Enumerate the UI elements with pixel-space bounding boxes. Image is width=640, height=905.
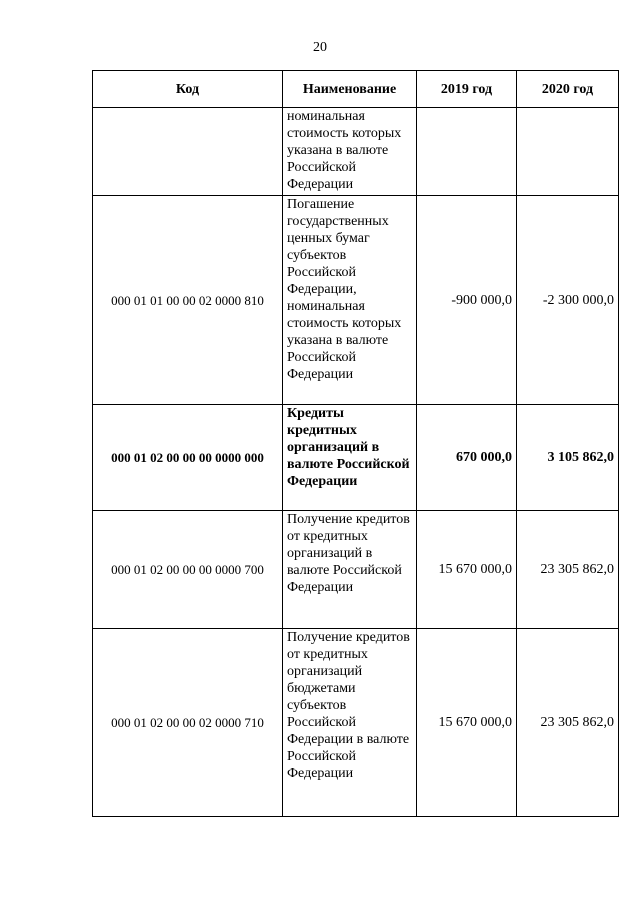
table-row (93, 196, 619, 405)
row-code: 000 01 02 00 00 02 0000 710 (93, 629, 283, 817)
row-name: Получение кредитов от кредитных организаций бюджетами субъектов Российской Федерации в валюте Российской Федерации (283, 629, 417, 817)
table-row (93, 629, 619, 817)
row-code: 000 01 02 00 00 00 0000 000 (93, 405, 283, 511)
row-name: номинальная стоимость которых указана в валюте Российской Федерации (283, 108, 417, 196)
header-code: Код (93, 71, 283, 108)
budget-table (92, 70, 619, 817)
row-2019: -900 000,0 (417, 196, 517, 405)
row-code: 000 01 02 00 00 00 0000 700 (93, 511, 283, 629)
row-name: Погашение государственных ценных бумаг субъектов Российской Федерации, номинальная стоимость которых указана в валюте Российской Федерации (283, 196, 417, 405)
row-code: 000 01 01 00 00 02 0000 810 (93, 196, 283, 405)
page-number: 20 (313, 40, 327, 55)
row-2020: -2 300 000,0 (517, 196, 619, 405)
table-row (93, 405, 619, 511)
row-2020: 3 105 862,0 (517, 405, 619, 511)
row-name: Получение кредитов от кредитных организаций в валюте Российской Федерации (283, 511, 417, 629)
header-2020: 2020 год (517, 71, 619, 108)
row-2019: 15 670 000,0 (417, 629, 517, 817)
row-2019 (417, 108, 517, 196)
row-name: Кредиты кредитных организаций в валюте Российской Федерации (283, 405, 417, 511)
row-2019: 670 000,0 (417, 405, 517, 511)
row-2020 (517, 108, 619, 196)
header-name: Наименование (283, 71, 417, 108)
row-2019: 15 670 000,0 (417, 511, 517, 629)
row-code (93, 108, 283, 196)
header-row (93, 71, 619, 108)
header-2019: 2019 год (417, 71, 517, 108)
table-row (93, 108, 619, 196)
row-2020: 23 305 862,0 (517, 629, 619, 817)
row-2020: 23 305 862,0 (517, 511, 619, 629)
table-row (93, 511, 619, 629)
